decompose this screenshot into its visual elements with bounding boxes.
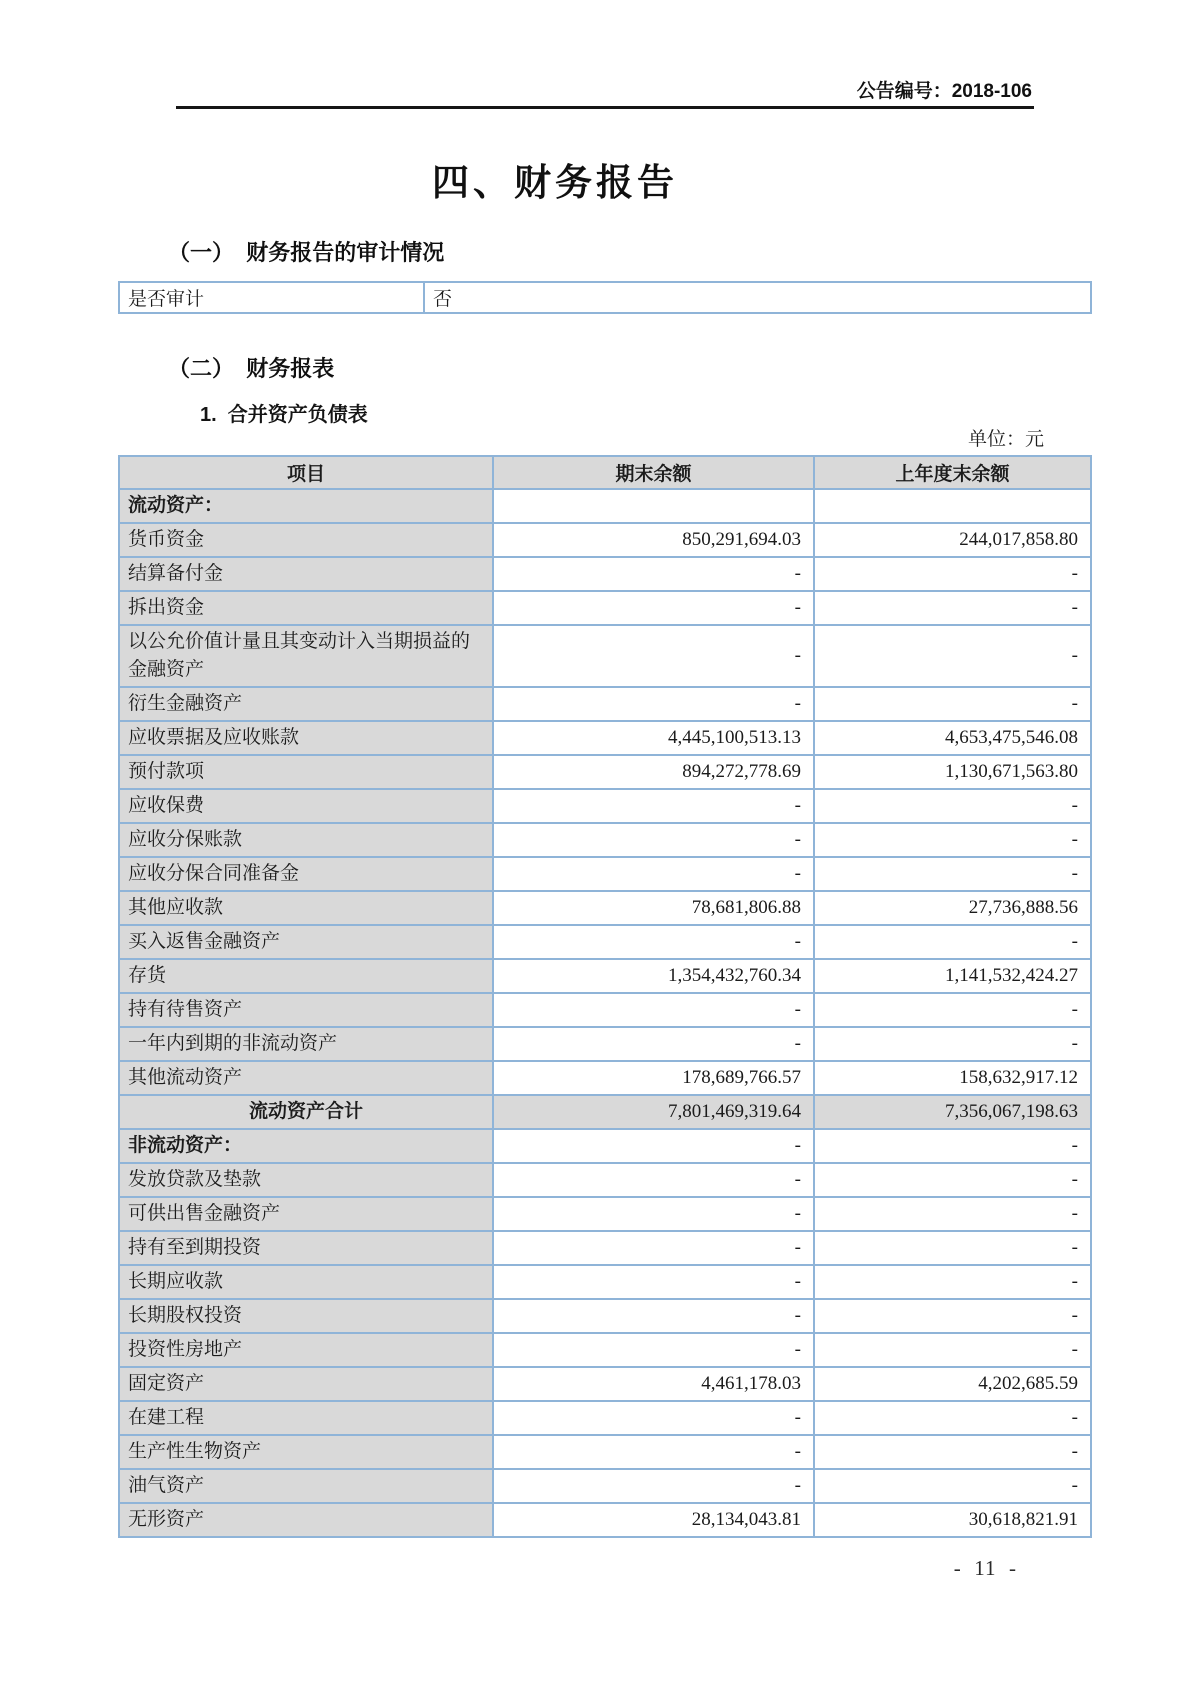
section-heading-audit: （一） 财务报告的审计情况 (168, 240, 445, 265)
previous-balance-value: - (814, 591, 1091, 625)
current-balance-value: 1,354,432,760.34 (493, 959, 814, 993)
table-row (119, 993, 1091, 1027)
row-label: 生产性生物资产 (119, 1435, 493, 1469)
previous-balance-value: - (814, 625, 1091, 687)
current-balance-value: 178,689,766.57 (493, 1061, 814, 1095)
previous-balance-value: - (814, 1299, 1091, 1333)
row-label: 应收分保合同准备金 (119, 857, 493, 891)
row-label: 存货 (119, 959, 493, 993)
row-label: 在建工程 (119, 1401, 493, 1435)
table-row (119, 591, 1091, 625)
previous-balance-value: - (814, 1435, 1091, 1469)
previous-balance-value: 1,130,671,563.80 (814, 755, 1091, 789)
previous-balance-value: - (814, 1265, 1091, 1299)
table-row (119, 1265, 1091, 1299)
table-row (119, 755, 1091, 789)
balance-sheet-table (118, 455, 1092, 1538)
current-balance-value: - (493, 1163, 814, 1197)
current-balance-value: - (493, 687, 814, 721)
current-balance-value: - (493, 1299, 814, 1333)
row-label: 其他应收款 (119, 891, 493, 925)
row-label: 无形资产 (119, 1503, 493, 1537)
current-balance-value: - (493, 557, 814, 591)
previous-balance-value: 4,653,475,546.08 (814, 721, 1091, 755)
current-balance-value: 28,134,043.81 (493, 1503, 814, 1537)
row-label: 应收保费 (119, 789, 493, 823)
table-row (119, 959, 1091, 993)
current-balance-value: - (493, 1265, 814, 1299)
previous-balance-value: - (814, 857, 1091, 891)
row-label: 油气资产 (119, 1469, 493, 1503)
previous-balance-value: 4,202,685.59 (814, 1367, 1091, 1401)
previous-balance-value: - (814, 1231, 1091, 1265)
current-balance-value: - (493, 1027, 814, 1061)
previous-balance-value: - (814, 1469, 1091, 1503)
row-label: 发放贷款及垫款 (119, 1163, 493, 1197)
previous-balance-value: - (814, 789, 1091, 823)
row-label: 预付款项 (119, 755, 493, 789)
current-balance-value: - (493, 857, 814, 891)
previous-balance-value: - (814, 1197, 1091, 1231)
row-label: 流动资产合计 (119, 1095, 493, 1129)
header-rule (176, 106, 1034, 109)
current-balance-value: 4,461,178.03 (493, 1367, 814, 1401)
column-header-current-balance: 期末余额 (493, 456, 814, 489)
row-label: 拆出资金 (119, 591, 493, 625)
previous-balance-value: - (814, 557, 1091, 591)
current-balance-value: - (493, 1333, 814, 1367)
row-label: 持有至到期投资 (119, 1231, 493, 1265)
table-row (119, 1503, 1091, 1537)
previous-balance-value: - (814, 925, 1091, 959)
previous-balance-value: - (814, 687, 1091, 721)
row-label: 长期股权投资 (119, 1299, 493, 1333)
previous-balance-value: - (814, 823, 1091, 857)
previous-balance-value: 1,141,532,424.27 (814, 959, 1091, 993)
current-balance-value: 4,445,100,513.13 (493, 721, 814, 755)
column-header-previous-balance: 上年度末余额 (814, 456, 1091, 489)
table-row (119, 1061, 1091, 1095)
table-row (119, 789, 1091, 823)
audit-question-label: 是否审计 (119, 282, 424, 313)
current-balance-value: 78,681,806.88 (493, 891, 814, 925)
row-label: 投资性房地产 (119, 1333, 493, 1367)
section-heading-statements: （二） 财务报表 (168, 356, 335, 381)
current-balance-value (493, 489, 814, 523)
previous-balance-value: - (814, 1333, 1091, 1367)
table-row (119, 1299, 1091, 1333)
current-balance-value: - (493, 1469, 814, 1503)
previous-balance-value: 158,632,917.12 (814, 1061, 1091, 1095)
table-row (119, 1095, 1091, 1129)
table-row (119, 523, 1091, 557)
table-row (119, 625, 1091, 687)
table-row (119, 823, 1091, 857)
row-label: 固定资产 (119, 1367, 493, 1401)
row-label: 买入返售金融资产 (119, 925, 493, 959)
row-label: 非流动资产： (119, 1129, 493, 1163)
previous-balance-value: 7,356,067,198.63 (814, 1095, 1091, 1129)
table-row (119, 1401, 1091, 1435)
table-header-row (119, 456, 1091, 489)
current-balance-value: - (493, 925, 814, 959)
table-row (119, 1231, 1091, 1265)
row-label: 可供出售金融资产 (119, 1197, 493, 1231)
current-balance-value: - (493, 1197, 814, 1231)
row-label: 应收分保账款 (119, 823, 493, 857)
current-balance-value: 850,291,694.03 (493, 523, 814, 557)
current-balance-value: - (493, 1435, 814, 1469)
table-row (119, 687, 1091, 721)
page-number: - 11 - (953, 1556, 1017, 1580)
column-header-item: 项目 (119, 456, 493, 489)
table-row (119, 1197, 1091, 1231)
table-row (119, 1129, 1091, 1163)
table-row (119, 1027, 1091, 1061)
previous-balance-value: - (814, 1027, 1091, 1061)
subsection-heading-balance-sheet: 1. 合并资产负债表 (200, 404, 368, 426)
previous-balance-value: - (814, 1129, 1091, 1163)
previous-balance-value: 27,736,888.56 (814, 891, 1091, 925)
row-label: 长期应收款 (119, 1265, 493, 1299)
audit-table (118, 281, 1092, 314)
current-balance-value: - (493, 789, 814, 823)
current-balance-value: - (493, 625, 814, 687)
previous-balance-value: - (814, 993, 1091, 1027)
row-label: 以公允价值计量且其变动计入当期损益的金融资产 (119, 625, 493, 687)
current-balance-value: 894,272,778.69 (493, 755, 814, 789)
table-row (119, 721, 1091, 755)
row-label: 结算备付金 (119, 557, 493, 591)
current-balance-value: - (493, 591, 814, 625)
previous-balance-value: 244,017,858.80 (814, 523, 1091, 557)
audit-answer-value: 否 (424, 282, 1091, 313)
row-label: 流动资产： (119, 489, 493, 523)
table-row (119, 489, 1091, 523)
row-label: 应收票据及应收账款 (119, 721, 493, 755)
row-label: 一年内到期的非流动资产 (119, 1027, 493, 1061)
current-balance-value: - (493, 1231, 814, 1265)
table-row (119, 925, 1091, 959)
current-balance-value: - (493, 993, 814, 1027)
current-balance-value: - (493, 1129, 814, 1163)
table-row (119, 1163, 1091, 1197)
table-row (119, 282, 1091, 313)
unit-label: 单位：元 (967, 429, 1044, 450)
table-row (119, 891, 1091, 925)
row-label: 其他流动资产 (119, 1061, 493, 1095)
table-row (119, 1469, 1091, 1503)
table-row (119, 1435, 1091, 1469)
table-row (119, 1367, 1091, 1401)
announcement-number: 公告编号：2018-106 (856, 81, 1032, 102)
previous-balance-value: - (814, 1401, 1091, 1435)
table-row (119, 557, 1091, 591)
row-label: 持有待售资产 (119, 993, 493, 1027)
previous-balance-value: 30,618,821.91 (814, 1503, 1091, 1537)
table-row (119, 857, 1091, 891)
current-balance-value: 7,801,469,319.64 (493, 1095, 814, 1129)
row-label: 货币资金 (119, 523, 493, 557)
current-balance-value: - (493, 1401, 814, 1435)
row-label: 衍生金融资产 (119, 687, 493, 721)
previous-balance-value (814, 489, 1091, 523)
table-row (119, 1333, 1091, 1367)
page-title: 四、财务报告 (432, 162, 678, 203)
current-balance-value: - (493, 823, 814, 857)
previous-balance-value: - (814, 1163, 1091, 1197)
